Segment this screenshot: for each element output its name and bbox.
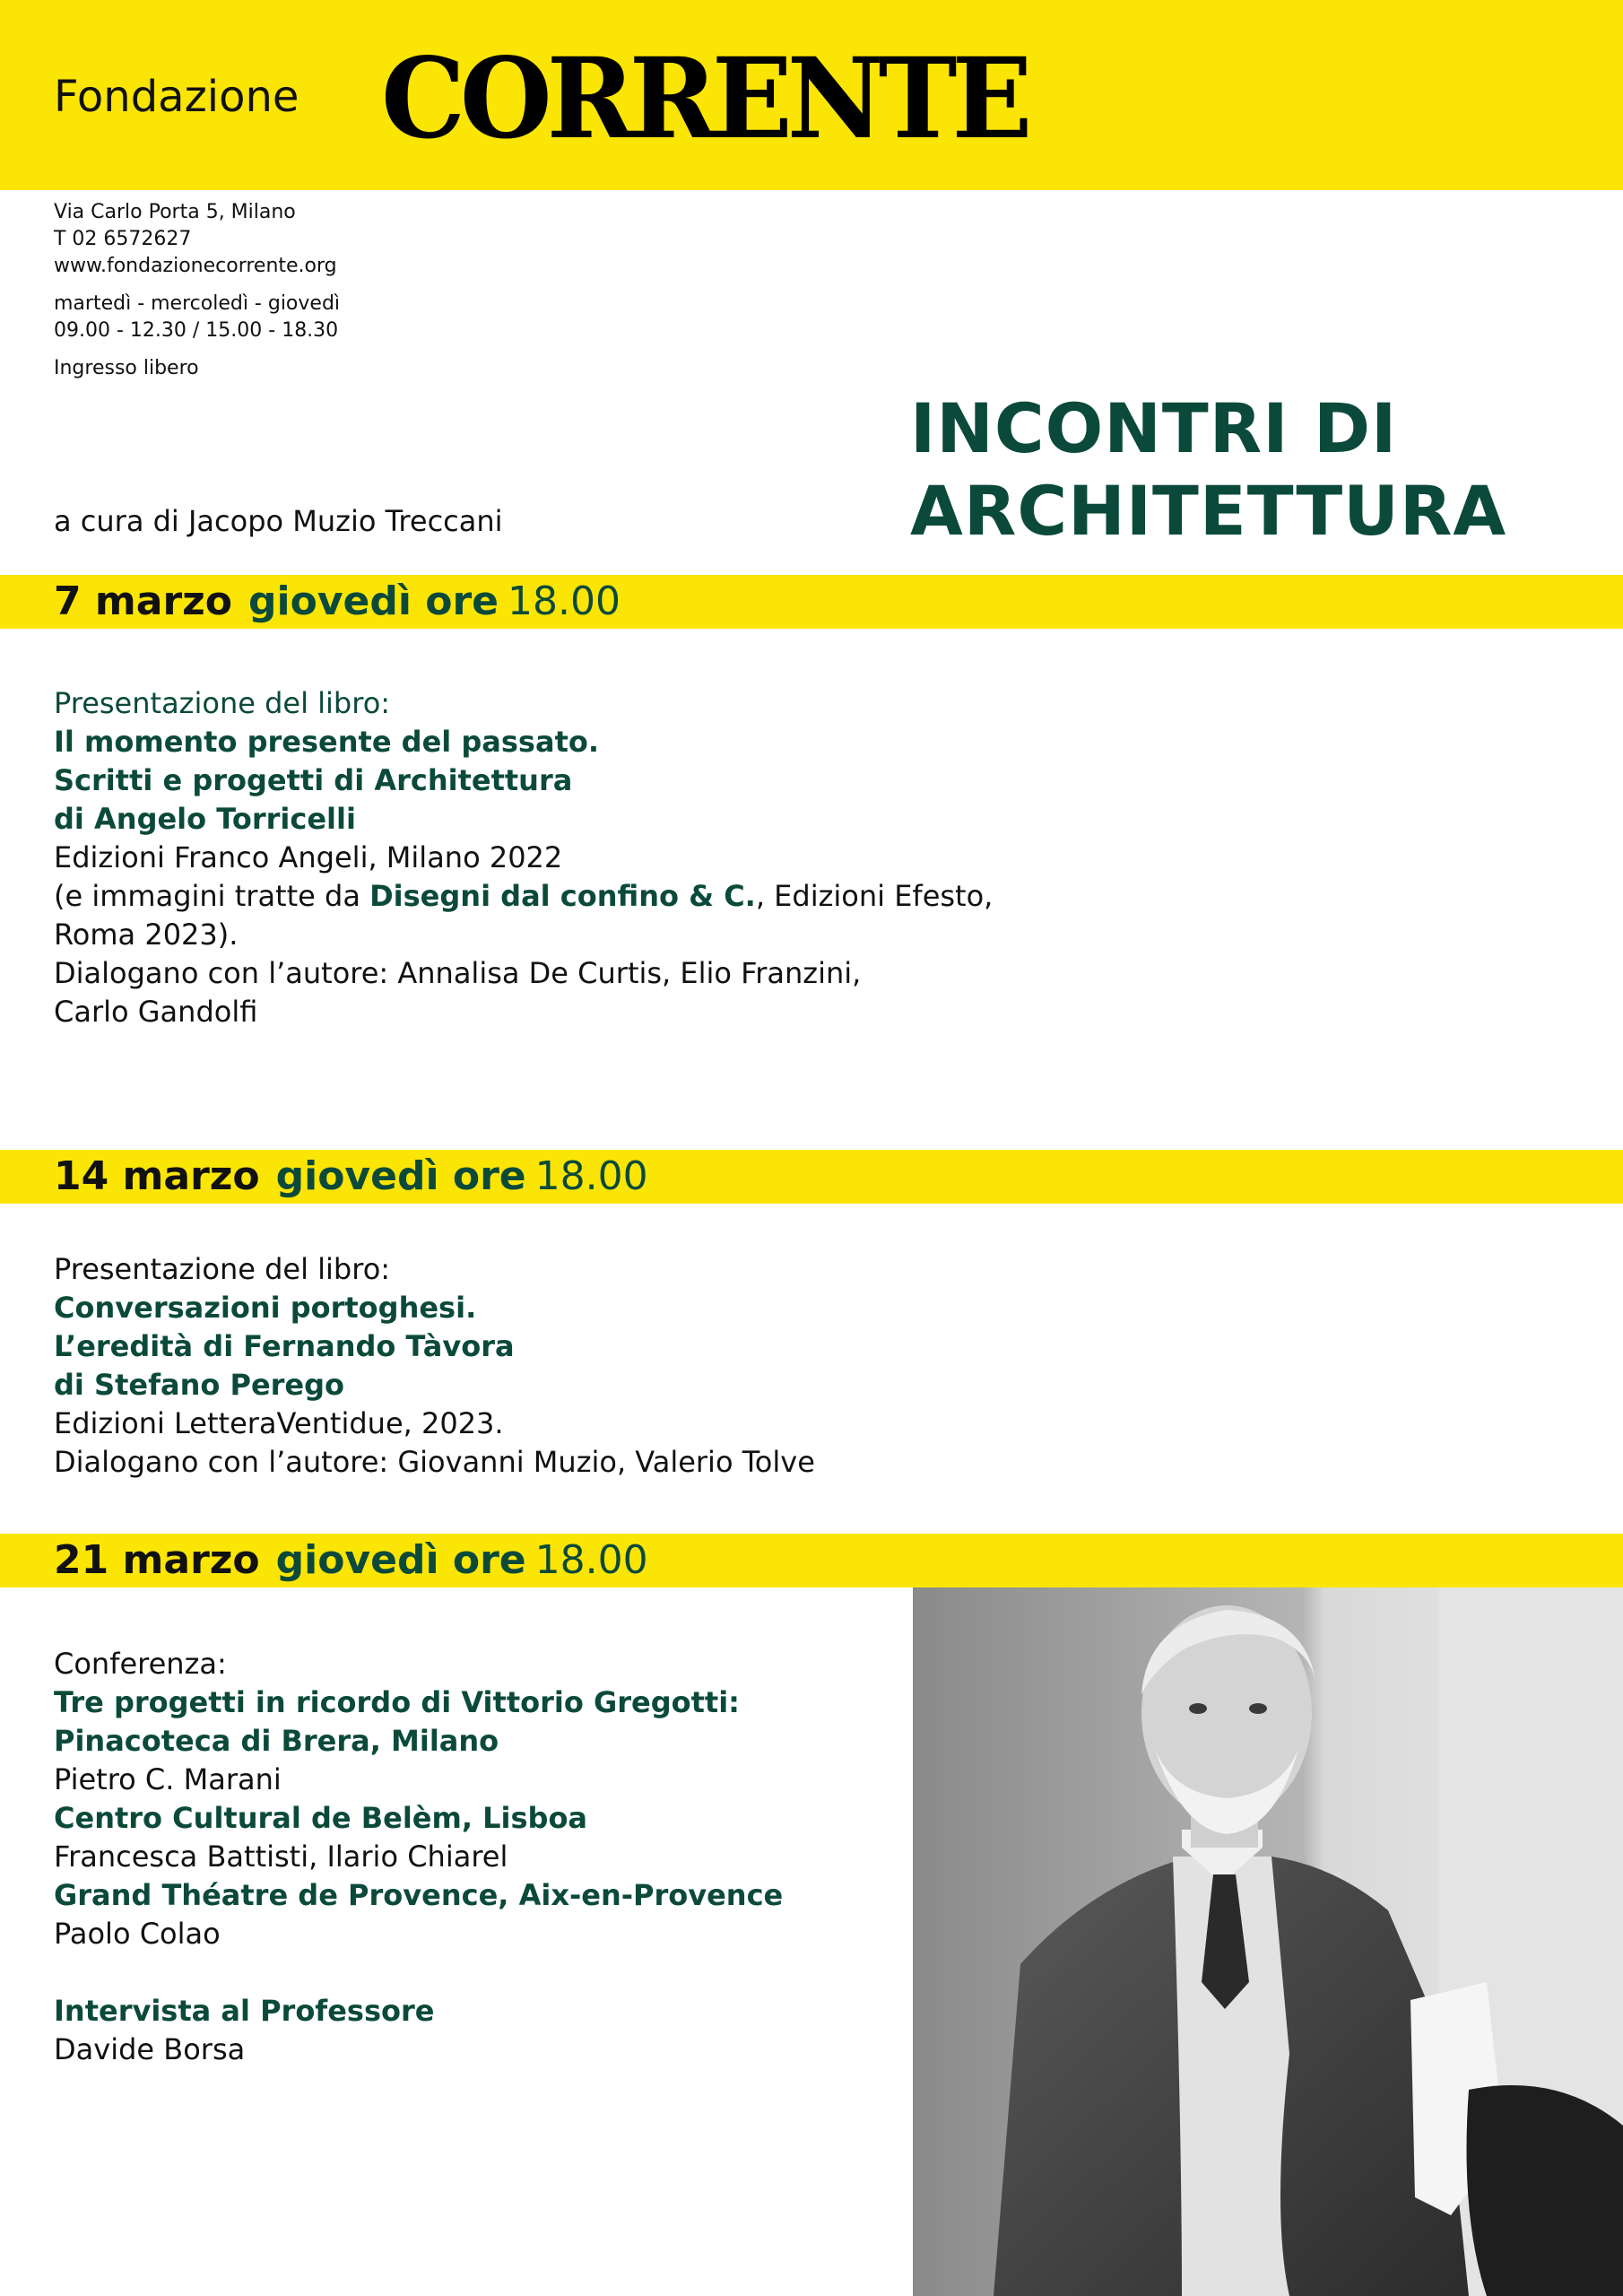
event-2-dialogue: Dialogano con l’autore: Giovanni Muzio, Valerio Tolve [54,1445,815,1479]
event-1-date-line [54,575,621,629]
info-block [54,199,340,382]
event-3-project-2: Centro Cultural de Belèm, Lisboa [54,1801,588,1835]
event-1-day: giovedì ore [248,578,499,624]
event-1-dialogue-2: Carlo Gandolfi [54,995,258,1029]
event-2-book-title-2: L’eredità di Fernando Tàvora [54,1329,515,1363]
event-1-images-post: , Edizioni Efesto, [755,879,994,913]
event-2-publisher: Edizioni LetteraVentidue, 2023. [54,1406,504,1440]
event-3-speaker-2: Francesca Battisti, Ilario Chiarel [54,1839,508,1874]
event-3-time: 18.00 [534,1537,648,1583]
corrente-logo: CORRENTE [381,32,1028,164]
event-1-date: 7 marzo [54,578,233,624]
phone: T 02 6572627 [54,228,192,250]
address: Via Carlo Porta 5, Milano [54,201,296,223]
event-3-project-1: Pinacoteca di Brera, Milano [54,1724,499,1758]
event-1-book-author: di Angelo Torricelli [54,802,356,836]
event-1-images-line-2: Roma 2023). [54,918,239,952]
fondazione-label: Fondazione [54,72,299,122]
event-2-date: 14 marzo [54,1153,260,1199]
opening-days: martedì - mercoledì - giovedì [54,292,341,315]
event-2-day: giovedì ore [275,1153,526,1199]
portrait-photo [913,1587,1623,2296]
event-1-book-title-1: Il momento presente del passato. [54,725,599,759]
event-3-speaker-1: Pietro C. Marani [54,1762,282,1796]
curator: a cura di Jacopo Muzio Treccani [54,504,503,538]
entry-info: Ingresso libero [54,357,199,379]
title-line-2: ARCHITETTURA [910,471,1507,551]
event-3-details [54,1645,783,2069]
event-3-interview: Intervista al Professore [54,1994,435,2028]
event-3-intro: Conferenza: [54,1647,227,1681]
event-1-images-pre: (e immagini tratte da [54,879,370,913]
event-3-date: 21 marzo [54,1537,260,1583]
event-1-dialogue-1: Dialogano con l’autore: Annalisa De Curtis, Elio Franzini, [54,956,862,990]
event-2-time: 18.00 [534,1153,648,1199]
event-3-date-line [54,1534,648,1587]
event-3-day: giovedì ore [275,1537,526,1583]
website-link[interactable]: www.fondazionecorrente.org [54,255,337,277]
event-1-book-title-2: Scritti e progetti di Architettura [54,763,573,797]
title-line-1: INCONTRI DI [910,388,1398,468]
event-1-details [54,684,993,1031]
event-1-intro: Presentazione del libro: [54,686,391,720]
page-title [910,387,1506,552]
event-1-time: 18.00 [508,578,621,624]
portrait-illustration [913,1587,1623,2296]
event-1-images-line [54,877,993,916]
event-1-publisher: Edizioni Franco Angeli, Milano 2022 [54,840,563,874]
event-2-book-author: di Stefano Perego [54,1368,345,1402]
event-2-date-line [54,1150,648,1204]
event-3-interviewer: Davide Borsa [54,2032,246,2066]
event-2-details [54,1250,815,1482]
opening-hours: 09.00 - 12.30 / 15.00 - 18.30 [54,319,339,342]
event-2-intro: Presentazione del libro: [54,1252,391,1286]
event-3-project-3: Grand Théatre de Provence, Aix-en-Provence [54,1878,784,1912]
event-3-speaker-3: Paolo Colao [54,1917,221,1951]
event-1-images-book: Disegni dal confino & C. [369,879,756,913]
event-2-book-title-1: Conversazioni portoghesi. [54,1291,477,1325]
event-3-conference-title: Tre progetti in ricordo di Vittorio Gregotti: [54,1685,740,1719]
